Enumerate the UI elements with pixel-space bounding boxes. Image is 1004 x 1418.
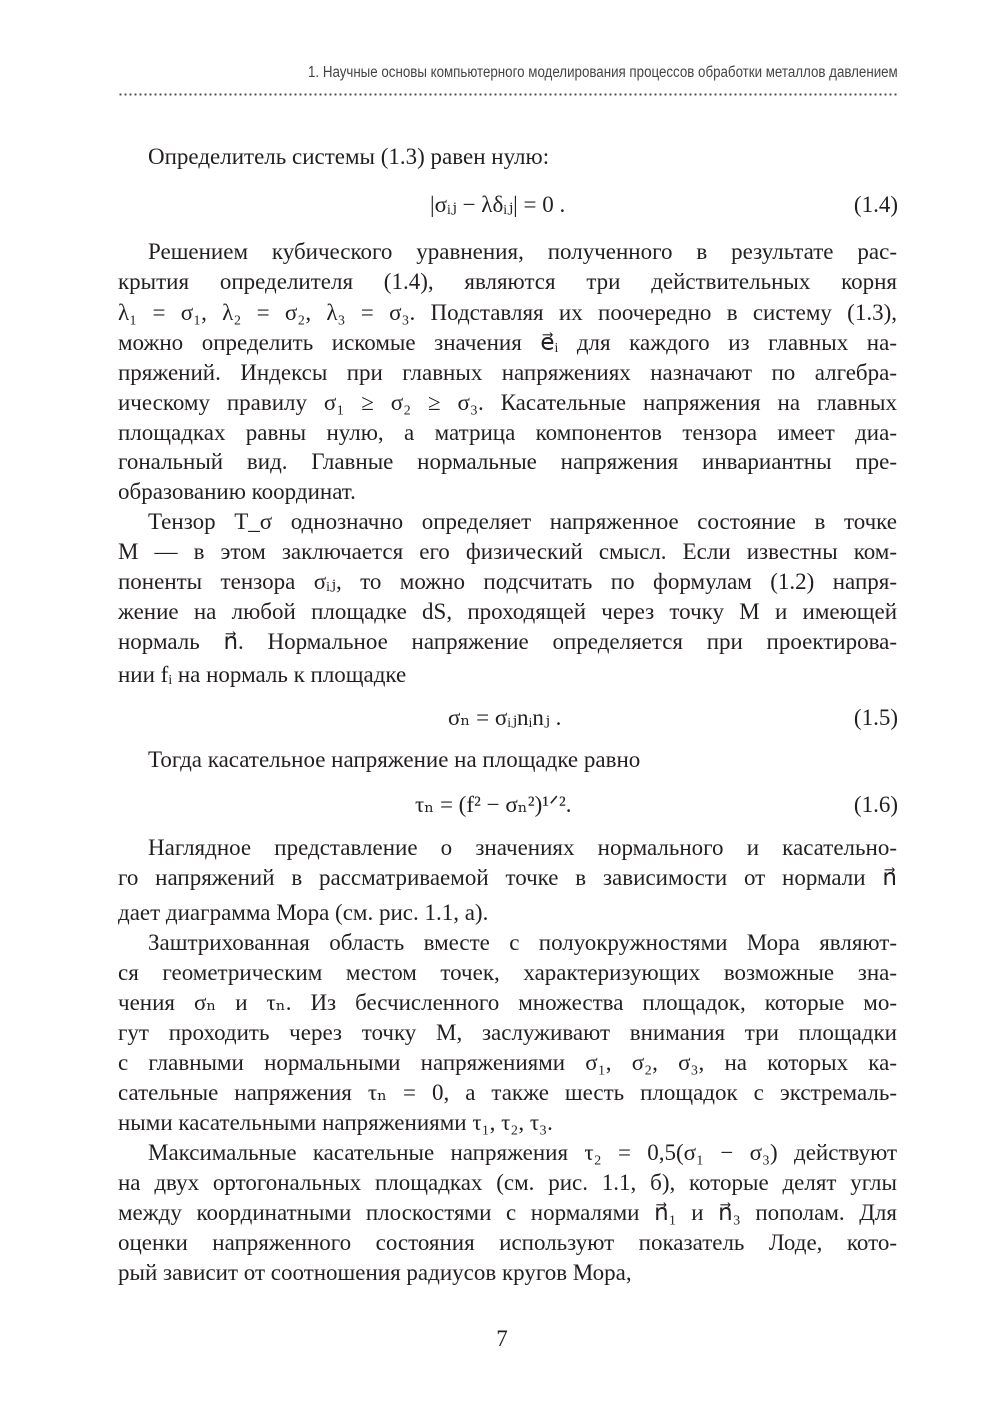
running-header: 1. Научные основы компьютерного моделирования процессов обработки металлов давлением <box>308 64 898 81</box>
equation-formula: |σᵢⱼ − λδᵢⱼ| = 0 . <box>430 192 566 217</box>
text-line: λ₁ = σ₁, λ₂ = σ₂, λ₃ = σ₃. Подставляя их поочередно в систему (1.3), <box>118 300 897 325</box>
text-line: дает диаграмма Мора (см. рис. 1.1, а). <box>118 900 489 925</box>
text-line: ными касательными напряжениями τ₁, τ₂, τ₃. <box>118 1110 553 1135</box>
text-line: Определитель системы (1.3) равен нулю: <box>148 144 550 169</box>
equation-number: (1.4) <box>853 192 898 217</box>
text-line: жение на любой площадке dS, проходящей через точку M и имеющей <box>118 599 897 624</box>
text-line: ическому правилу σ₁ ≥ σ₂ ≥ σ₃. Касательные напряжения на главных <box>118 390 897 415</box>
text-line: поненты тензора σᵢⱼ, то можно подсчитать по формулам (1.2) напря- <box>118 569 897 594</box>
text-line: нормаль n⃗. Нормальное напряжение определяется при проектирова- <box>118 629 897 654</box>
text-line: чения σₙ и τₙ. Из бесчисленного множества площадок, которые мо- <box>118 990 897 1015</box>
text-line: Заштрихованная область вместе с полуокружностями Мора являют- <box>148 930 897 955</box>
text-line: крытия определителя (1.4), являются три действительных корня <box>118 269 897 294</box>
text-line: сательные напряжения τₙ = 0, а также шесть площадок с экстремаль- <box>118 1080 897 1105</box>
text-line: го напряжений в рассматриваемой точке в зависимости от нормали n⃗ <box>118 865 897 890</box>
equation-formula: σₙ = σᵢⱼnᵢnⱼ . <box>448 705 562 730</box>
text-line: Максимальные касательные напряжения τ₂ = 0,5(σ₁ − σ₃) действуют <box>148 1140 897 1165</box>
text-line: образованию координат. <box>118 479 356 504</box>
equation-number: (1.5) <box>853 705 898 730</box>
text-line: оценки напряженного состояния используют показатель Лоде, кото- <box>118 1230 897 1255</box>
text-line: можно определить искомые значения e⃗ᵢ для каждого из главных на- <box>118 330 897 355</box>
text-line: Тензор T_σ однозначно определяет напряженное состояние в точке <box>148 509 897 534</box>
text-line: рый зависит от соотношения радиусов кругов Мора, <box>118 1260 632 1285</box>
text-line: Тогда касательное напряжение на площадке равно <box>148 747 641 772</box>
text-line: гональный вид. Главные нормальные напряжения инвариантны пре- <box>118 449 897 474</box>
text-line: Решением кубического уравнения, полученного в результате рас- <box>148 239 897 264</box>
equation-number: (1.6) <box>853 792 898 817</box>
header-divider <box>118 93 898 96</box>
text-line: на двух ортогональных площадках (см. рис. 1.1, б), которые делят углы <box>118 1170 897 1195</box>
text-line: M — в этом заключается его физический смысл. Если известны ком- <box>118 539 897 564</box>
text-line: с главными нормальными напряжениями σ₁, σ₂, σ₃, на которых ка- <box>118 1050 897 1075</box>
equation-formula: τₙ = (f² − σₙ²)¹ᐟ². <box>415 792 572 817</box>
text-line: нии fᵢ на нормаль к площадке <box>118 662 407 687</box>
text-line: пряжений. Индексы при главных напряжениях назначают по алгебра- <box>118 360 897 385</box>
text-line: площадках равны нулю, а матрица компонентов тензора имеет диа- <box>118 420 897 445</box>
page-number: 7 <box>496 1326 508 1351</box>
text-line: между координатными плоскостями с нормалями n⃗₁ и n⃗₃ пополам. Для <box>118 1200 897 1225</box>
text-line: Наглядное представление о значениях нормального и касательно- <box>148 835 897 860</box>
text-line: гут проходить через точку M, заслуживают внимания три площадки <box>118 1020 897 1045</box>
text-line: ся геометрическим местом точек, характеризующих возможные зна- <box>118 960 897 985</box>
